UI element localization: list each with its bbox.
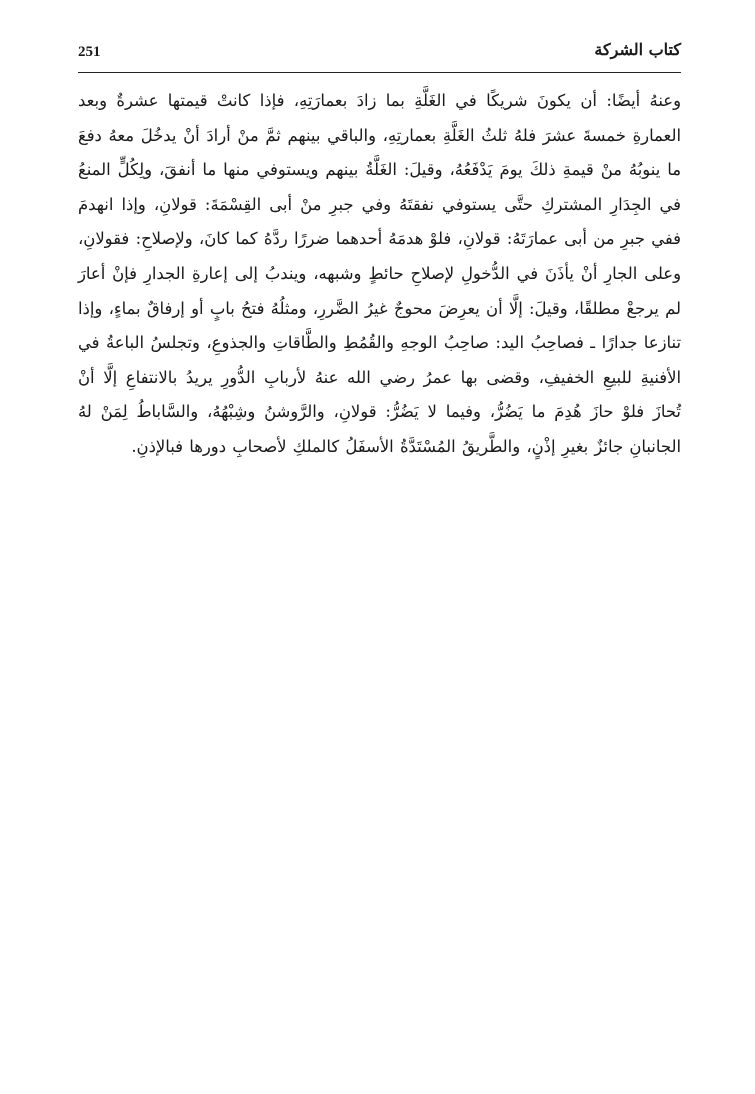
running-title: كتاب الشركة	[594, 40, 681, 59]
body-text	[78, 84, 681, 465]
header-rule	[78, 72, 681, 73]
body-paragraph: وعنهُ أيضًا: أن يكونَ شريكًا في الغَلَّةِ بما زادَ بعمارَتِهِ، فإذا كانتْ قيمتها عشرةٌ وبعد العمارةِ خمسةَ عشرَ فلهُ ثلثُ الغَلَّةِ بعمارتِهِ، والباقي بينهم ثمَّ منْ أرادَ أنْ يدخُلَ معهُ دفعَ ما ينوبُهُ منْ قيمةِ ذلكَ يومَ يَدْفَعُهُ، وقيلَ: الغَلَّةُ بينهم ويستوفي منها ما أنفقَ، ولِكُلٍّ المنعُ في الجِدَارِ المشتركِ حتَّى يستوفي نفقتَهُ وفي جبرِ منْ أبى القِسْمَةَ: قولانِ، وإذا انهدمَ ففي جبرِ من أبى عمارَتَهُ: قولانِ، فلوْ هدمَهُ أحدهما ضررًا ردَّهُ كما كانَ، ولإصلاحِ: فقولانِ، وعلى الجارِ أنْ يأذَنَ في الدُّخولِ لإصلاحِ حائطٍ وشبهه، ويندبُ إلى إعارةِ الجدارِ فإنْ أعارَ لم يرجعْ مطلقًا، وقيلَ: إلَّا أن يعرِضَ محوجٌ غيرُ الضَّررِ، ومثلُهُ فتحُ بابٍ أو إرفاقٌ بماءٍ، وإذا تنازعا جدارًا ـ فصاحِبُ اليد: صاحِبُ الوجهِ والقُمُطِ والطَّاقاتِ والجذوعِ، وتجلسُ الباعةُ في الأفنيةِ للبيعِ الخفيفِ، وقضى بها عمرُ رضي الله عنهُ لأربابِ الدُّورِ يريدُ بالانتفاعِ إلَّا أنْ تُحازَ فلوْ حازَ هُدِمَ ما يَضُرُّ، وفيما لا يَضُرُّ: قولانِ، والرَّوشنُ وشِبْهُهُ، والسَّاباطُ لِمَنْ لهُ الجانبانِ جائزٌ بغيرِ إذْنٍ، والطَّريقُ المُسْتَدَّةُ الأسفَلُ كالملكِ لأصحابِ دورها فبالإذنِ.	[78, 91, 681, 456]
page-number: 251	[78, 44, 101, 60]
page-header	[78, 40, 681, 66]
